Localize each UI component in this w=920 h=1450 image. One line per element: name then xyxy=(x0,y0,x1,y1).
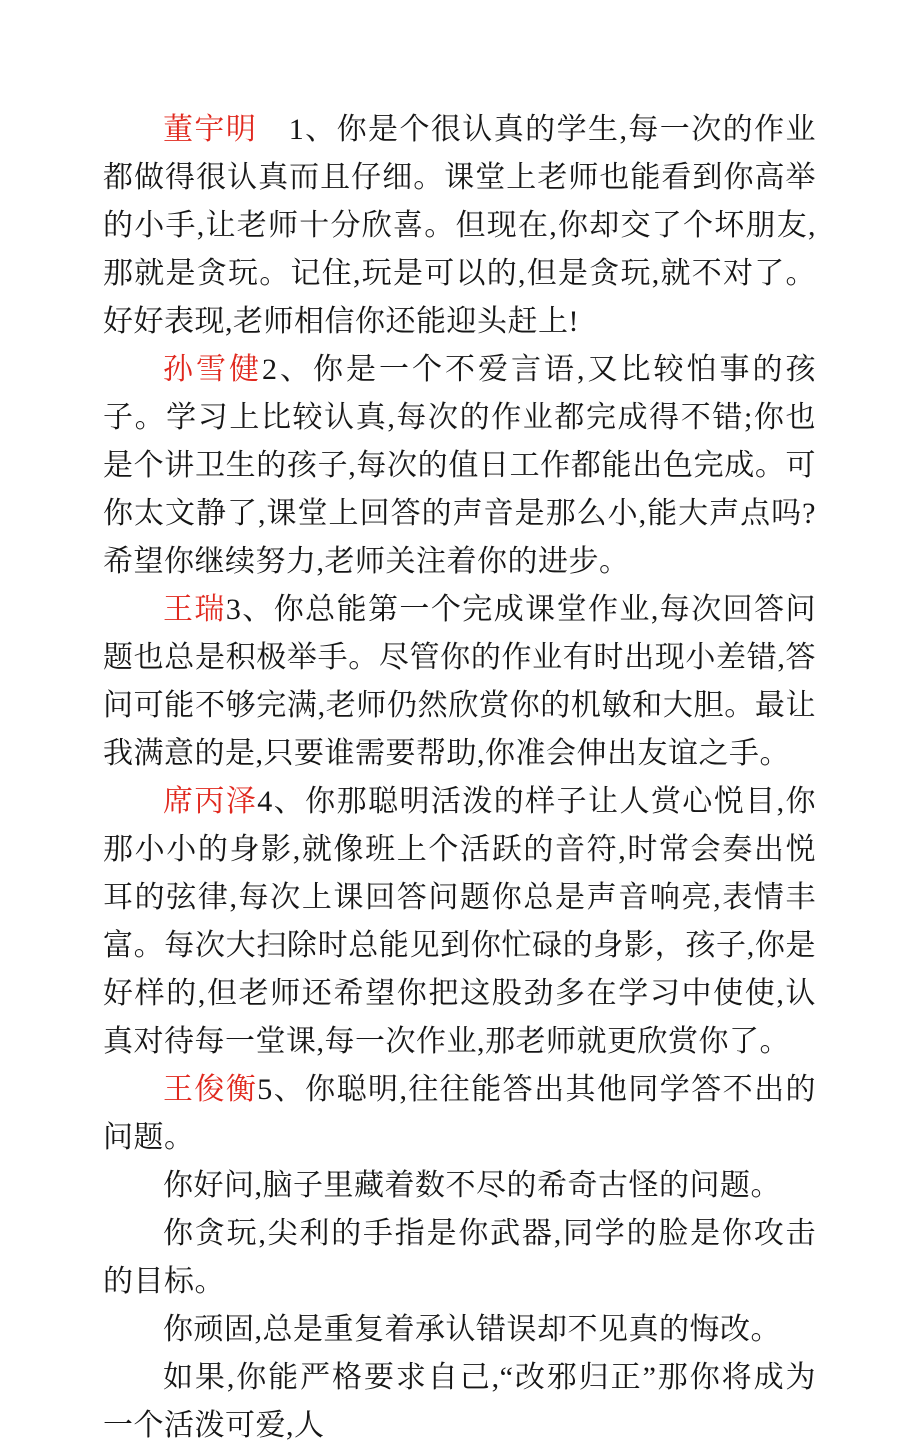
comment-text-7: 你贪玩,尖利的手指是你武器,同学的脸是你攻击的目标。 xyxy=(103,1217,816,1298)
comment-number-1: 1、 xyxy=(288,113,337,146)
comment-paragraph-6 xyxy=(103,1162,816,1210)
comment-text-4: 你那聪明活泼的样子让人赏心悦目,你那小小的身影,就像班上个活跃的音符,时常会奏出悦耳的弦律,每次上课回答问题你总是声音响亮,表情丰富。每次大扫除时总能见到你忙碌的身影，孩子,你是好样的,但老师还希望你把这股劲多在学习中使使,认真对待每一堂课,每一次作业,那老师就更欣赏你了。 xyxy=(103,785,817,1058)
student-name-5: 王俊衡 xyxy=(163,1073,258,1106)
comment-paragraph-5 xyxy=(103,1066,816,1162)
comment-text-3: 你总能第一个完成课堂作业,每次回答问题也总是积极举手。尽管你的作业有时出现小差错,答问可能不够完满,老师仍然欣赏你的机敏和大胆。最让我满意的是,只要谁需要帮助,你准会伸出友谊之手。 xyxy=(103,593,817,770)
comment-text-9: 如果,你能严格要求自己,“改邪归正”那你将成为一个活泼可爱,人 xyxy=(103,1361,816,1442)
comment-paragraph-9 xyxy=(103,1354,816,1450)
name-number-gap-1 xyxy=(257,113,288,146)
student-name-4: 席丙泽 xyxy=(163,785,258,818)
comment-text-8: 你顽固,总是重复着承认错误却不见真的悔改。 xyxy=(163,1313,781,1346)
comment-paragraph-8 xyxy=(103,1306,816,1354)
student-name-3: 王瑞 xyxy=(163,593,226,626)
comment-number-2: 2、 xyxy=(262,353,313,386)
student-name-1: 董宇明 xyxy=(163,113,258,146)
comment-paragraph-7 xyxy=(103,1210,816,1306)
comment-text-2: 你是一个不爱言语,又比较怕事的孩子。学习上比较认真,每次的作业都完成得不错;你也是个讲卫生的孩子,每次的值日工作都能出色完成。可你太文静了,课堂上回答的声音是那么小,能大声点吗?希望你继续努力,老师关注着你的进步。 xyxy=(103,353,816,578)
comment-number-5: 5、 xyxy=(257,1073,306,1106)
comment-paragraph-3 xyxy=(103,586,816,778)
comment-text-1: 你是个很认真的学生,每一次的作业都做得很认真而且仔细。课堂上老师也能看到你高举的小手,让老师十分欣喜。但现在,你却交了个坏朋友,那就是贪玩。记住,玩是可以的,但是贪玩,就不对了。好好表现,老师相信你还能迎头赶上! xyxy=(103,113,817,338)
comment-number-3: 3、 xyxy=(225,593,274,626)
comment-paragraph-2 xyxy=(103,346,816,586)
student-name-2: 孙雪健 xyxy=(163,353,262,386)
comment-paragraph-4 xyxy=(103,778,816,1066)
comment-text-6: 你好问,脑子里藏着数不尽的希奇古怪的问题。 xyxy=(163,1169,781,1202)
comment-text-5: 你聪明,往往能答出其他同学答不出的问题。 xyxy=(103,1073,817,1154)
comment-paragraph-1 xyxy=(103,106,816,346)
comment-number-4: 4、 xyxy=(257,785,306,818)
